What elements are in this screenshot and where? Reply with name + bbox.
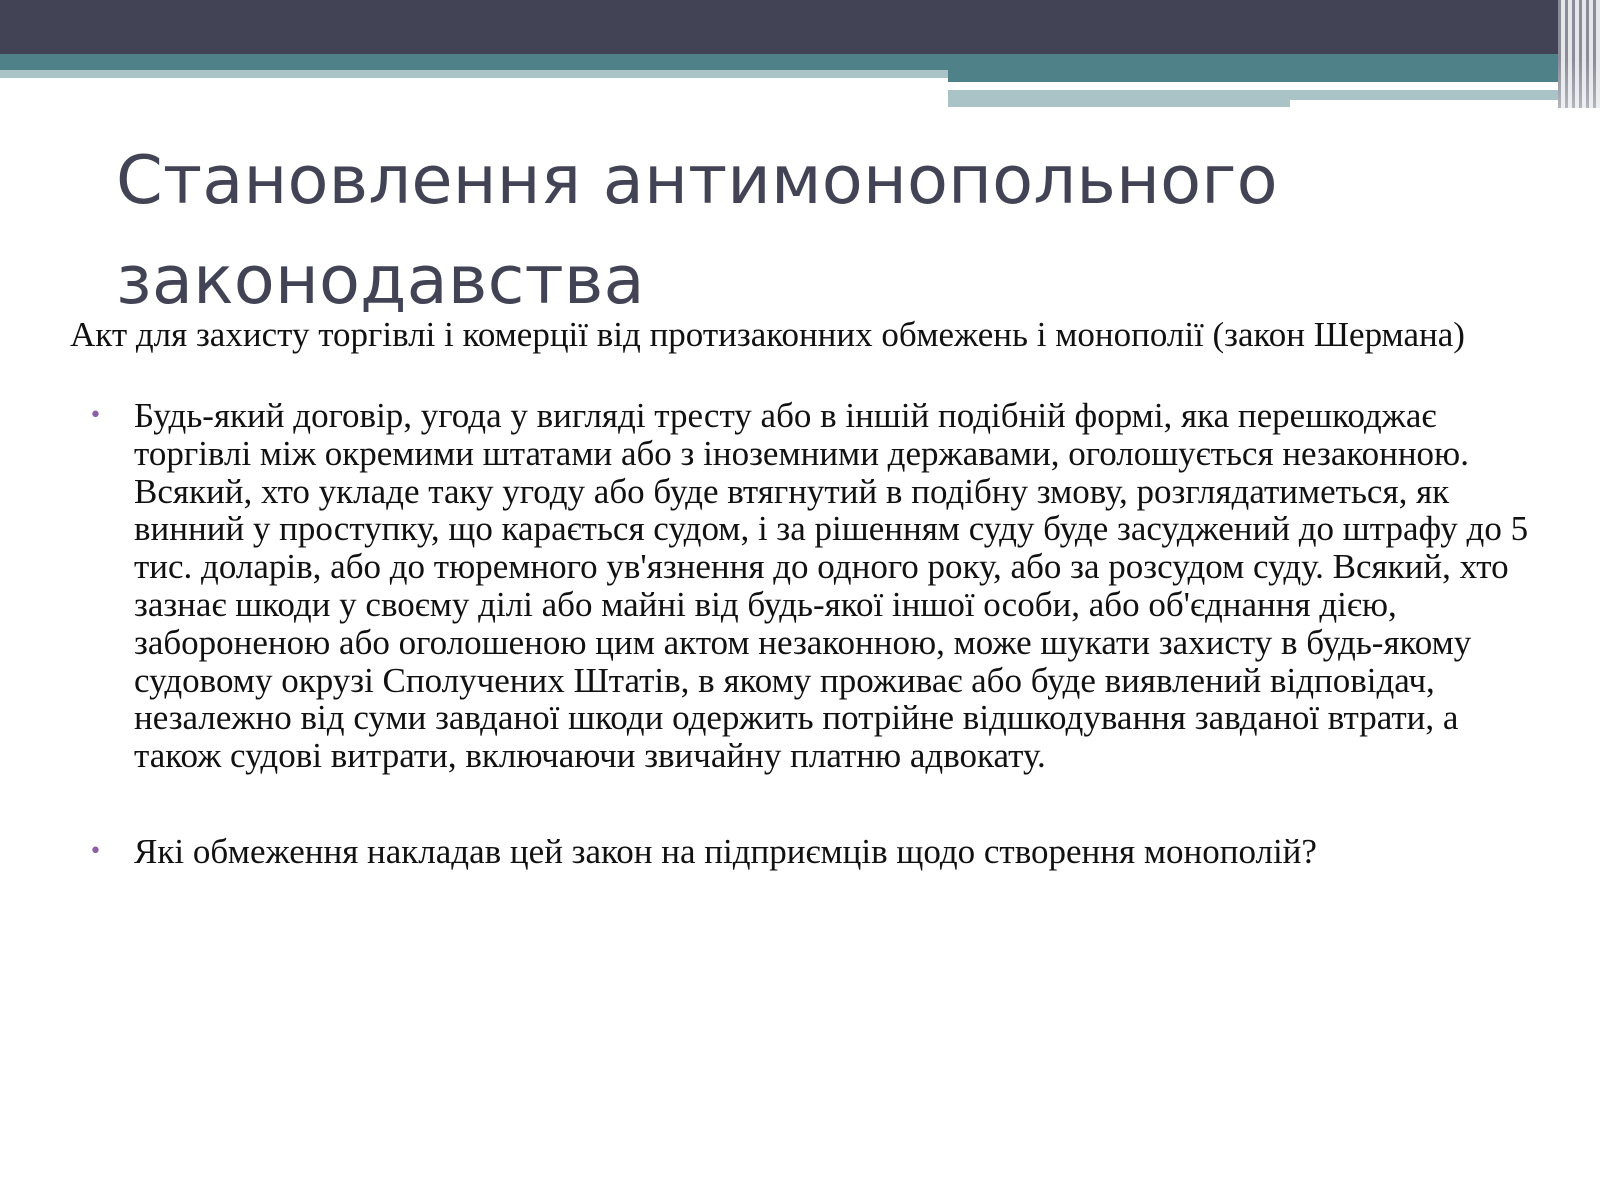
header-light-bar [0, 70, 948, 78]
bullet-dot-icon: • [89, 838, 102, 864]
header-teal-bar [0, 54, 1600, 70]
bullet-dot-icon: • [89, 403, 102, 428]
slide-title: Становлення антимонопольного законодавства [116, 141, 1278, 319]
bullet-item [86, 833, 1546, 871]
bullet-text: Будь-який договір, угода у вигляді тресту або в іншій подібній формі, яка перешкоджає торгівлі між окремими штатами або з іноземними державами, оголошується незаконною. Всякий, хто укладе таку угоду або буде втягнутий в подібну змову, розглядатиметься, як винний у проступку, що карається судом, і за рішенням суду буде засуджений до штрафу до 5 тис. доларів, або до тюремного ув'язнення до одного року, або за розсудом суду. Всякий, хто зазнає шкоди у своєму ділі або майні від будь-якої іншої особи, або об'єднання дією, забороненою або оголошеною цим актом незаконною, може шукати захисту в будь-якому судовому окрузі Сполучених Штатів, в якому проживає або буде виявлений відповідач, незалежно від суми завданої шкоди одержить потрійне відшкодування завданої втрати, а також судові витрати, включаючи звичайну платню адвокату. [134, 396, 1529, 776]
corner-stripes-fade [1558, 0, 1600, 108]
header-right-teal-bar [948, 70, 1600, 82]
bullet-text: Які обмеження накладав цей закон на підприємців щодо створення монополій? [134, 831, 1317, 871]
header-right-gap-lower [1290, 100, 1600, 107]
slide-lead-text: Акт для захисту торгівлі і комерції від протизаконних обмежень і монополії (закон Шермана) [70, 315, 1465, 354]
bullet-list [86, 397, 1546, 871]
bullet-item [86, 397, 1546, 775]
header-dark-bar [0, 0, 1600, 54]
